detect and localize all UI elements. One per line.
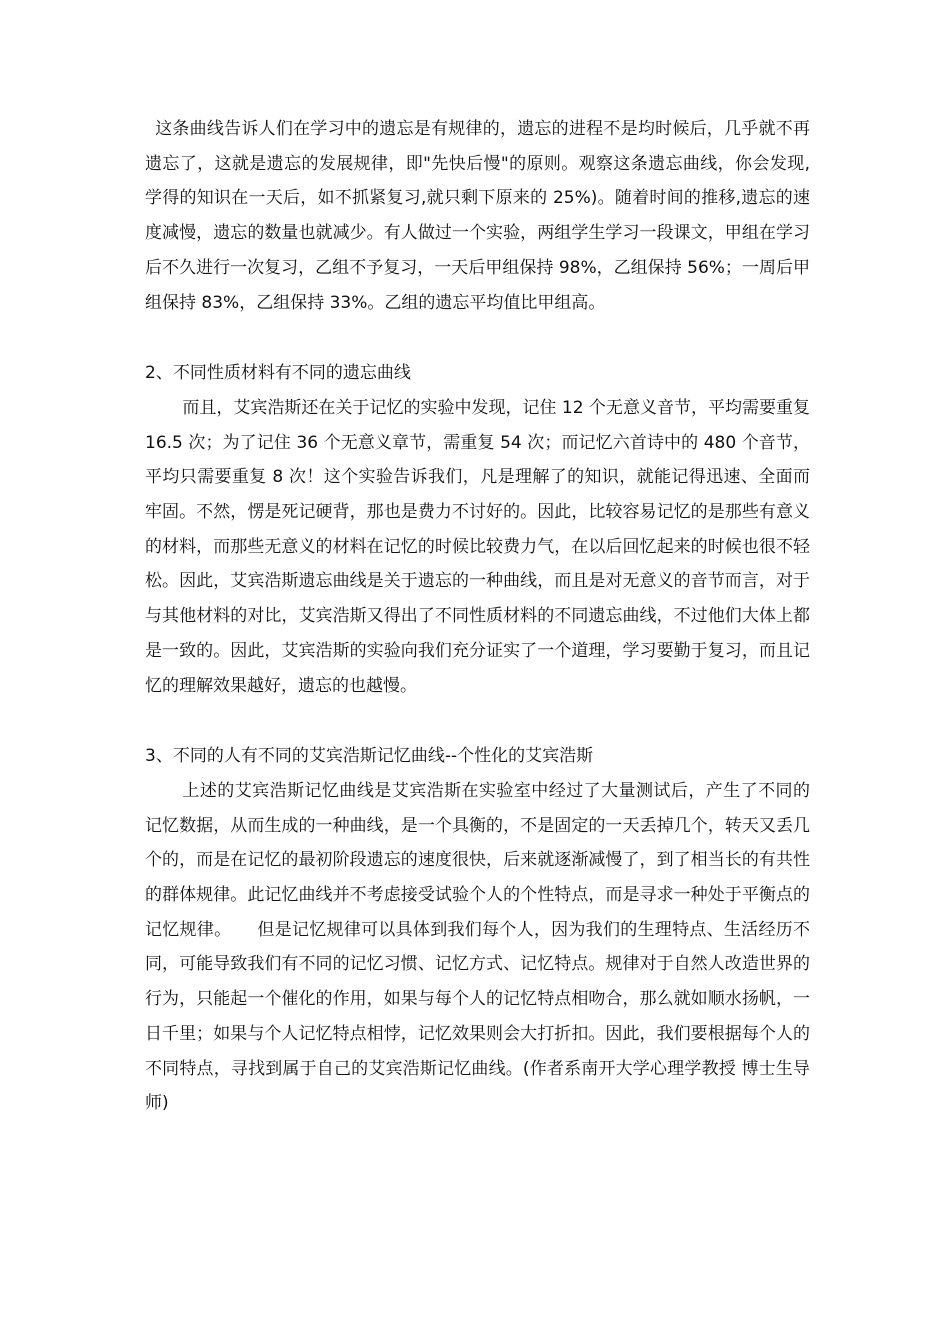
section-heading-material-types: 2、不同性质材料有不同的遗忘曲线 — [145, 363, 411, 384]
paragraph-forgetting-curve-pattern: 这条曲线告诉人们在学习中的遗忘是有规律的，遗忘的进程不是均时候后，几乎就不再遗忘了，这就是遗忘的发展规律，即"先快后慢"的原则。观察这条遗忘曲线，你会发现,学得的知识在一天后，如不抓紧复习,就只剩下原来的 25%)。随着时间的推移,遗忘的速度减慢，遗忘的数量也就减少。有人做过一个实验，两组学生学习一段课文，甲组在学习后不久进行一次复习，乙组不予复习，一天后甲组保持 98%，乙组保持 56%；一周后甲组保持 83%，乙组保持 33%。乙组的遗忘平均值比甲组高。 — [145, 119, 810, 313]
section-heading-personalized-curve: 3、不同的人有不同的艾宾浩斯记忆曲线--个性化的艾宾浩斯 — [145, 746, 594, 767]
paragraph-material-types: 而且，艾宾浩斯还在关于记忆的实验中发现，记住 12 个无意义音节，平均需要重复 16.5 次；为了记住 36 个无意义章节，需重复 54 次；而记忆六首诗中的 480 个音节，平均只需要重复 8 次！这个实验告诉我们，凡是理解了的知识，就能记得迅速、全面而牢固。不然，愣是死记硬背，那也是费力不讨好的。因此，比较容易记忆的是那些有意义的材料，而那些无意义的材料在记忆的时候比较费力气，在以后回忆起来的时候也很不轻松。因此，艾宾浩斯遗忘曲线是关于遗忘的一种曲线，而且是对无意义的音节而言，对于与其他材料的对比，艾宾浩斯又得出了不同性质材料的不同遗忘曲线，不过他们大体上都是一致的。因此，艾宾浩斯的实验向我们充分证实了一个道理，学习要勤于复习，而且记忆的理解效果越好，遗忘的也越慢。 — [145, 397, 810, 696]
paragraph-personalized-curve: 上述的艾宾浩斯记忆曲线是艾宾浩斯在实验室中经过了大量测试后，产生了不同的记忆数据，从而生成的一种曲线，是一个具衡的，不是固定的一天丢掉几个，转天又丢几个的，而是在记忆的最初阶段遗忘的速度很快，后来就逐渐减慢了，到了相当长的有共性的群体规律。此记忆曲线并不考虑接受试验个人的个性特点，而是寻求一种处于平衡点的记忆规律。 但是记忆规律可以具体到我们每个人，因为我们的生理特点、生活经历不同，可能导致我们有不同的记忆习惯、记忆方式、记忆特点。规律对于自然人改造世界的行为，只能起一个催化的作用，如果与每个人的记忆特点相吻合，那么就如顺水扬帆，一日千里；如果与个人记忆特点相悖，记忆效果则会大打折扣。因此，我们要根据每个人的不同特点，寻找到属于自己的艾宾浩斯记忆曲线。(作者系南开大学心理学教授 博士生导师) — [145, 780, 810, 1114]
document-page — [145, 112, 810, 1121]
